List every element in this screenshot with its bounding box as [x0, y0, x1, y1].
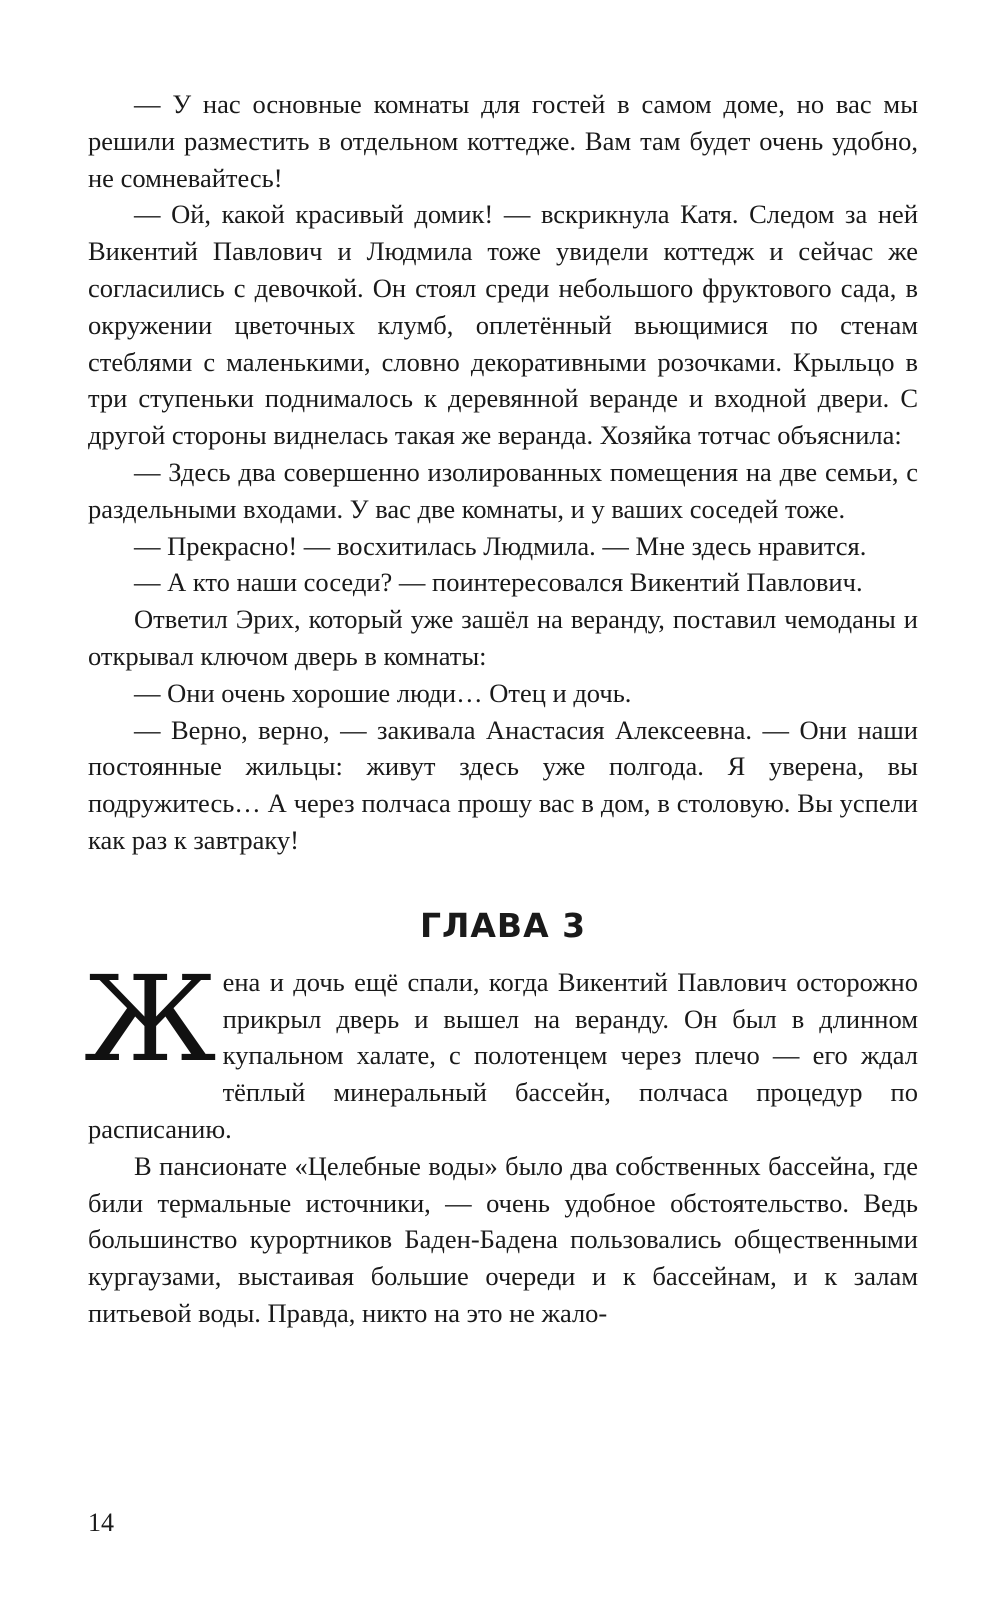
page-number: 14: [88, 1508, 114, 1537]
paragraph: — Ой, какой красивый домик! — вскрикнула Катя. Следом за ней Викентий Павлович и Людмила тоже увидели коттедж и сейчас же согласились с девочкой. Он стоял среди небольшого фруктового сада, в окружении цветочных клумб, оплетённый вьющимися по стенам стеблями с маленькими, словно декоративными розочками. Крыльцо в три ступеньки поднималось к деревянной веранде и входной двери. С другой стороны виднелась такая же веранда. Хозяйка тотчас объяснила:: [88, 199, 918, 451]
paragraph: — У нас основные комнаты для гостей в самом доме, но вас мы решили разместить в отдельном коттедже. Вам там будет очень удобно, не сомневайтесь!: [88, 89, 918, 193]
chapter-heading: ГЛАВА 3: [419, 905, 587, 945]
paragraph: Ответил Эрих, который уже зашёл на веранду, поставил чемоданы и открывал ключом дверь в комнаты:: [88, 604, 918, 671]
paragraph: — Верно, верно, — закивала Анастасия Алексеевна. — Они наши постоянные жильцы: живут здесь уже полгода. Я уверена, вы подружитесь… А через полчаса прошу вас в дом, в столовую. Вы успели как раз к завтраку!: [88, 714, 918, 855]
drop-cap-letter: Ж: [84, 949, 217, 1088]
dropcap-paragraph: [84, 949, 918, 1148]
paragraph: — Здесь два совершенно изолированных помещения на две семьи, с раздельными входами. У вас две комнаты, и у ваших соседей тоже.: [88, 456, 918, 524]
paragraph: — А кто наши соседи? — поинтересовался Викентий Павлович.: [134, 567, 863, 598]
paragraph: В пансионате «Целебные воды» было два собственных бассейна, где били термальные источники, — очень удобное обстоятельство. Ведь большинство курортников Баден-Бадена пользовались общественными кургаузами, выстаивая большие очереди и к бассейнам, и к залам питьевой воды. Правда, никто на это не жало-: [88, 1150, 918, 1328]
page-body: [84, 86, 918, 1332]
paragraph: — Они очень хорошие люди… Отец и дочь.: [134, 677, 632, 708]
paragraph: — Прекрасно! — восхитилась Людмила. — Мне здесь нравится.: [134, 530, 867, 561]
dropcap-paragraph-text: ена и дочь ещё спали, когда Викентий Павлович осторожно прикрыл дверь и вышел на веранду. Он был в длинном купальном халате, с полотенцем через плечо — его ждал тёплый минеральный бассейн, полчаса процедур по расписанию.: [88, 966, 918, 1144]
